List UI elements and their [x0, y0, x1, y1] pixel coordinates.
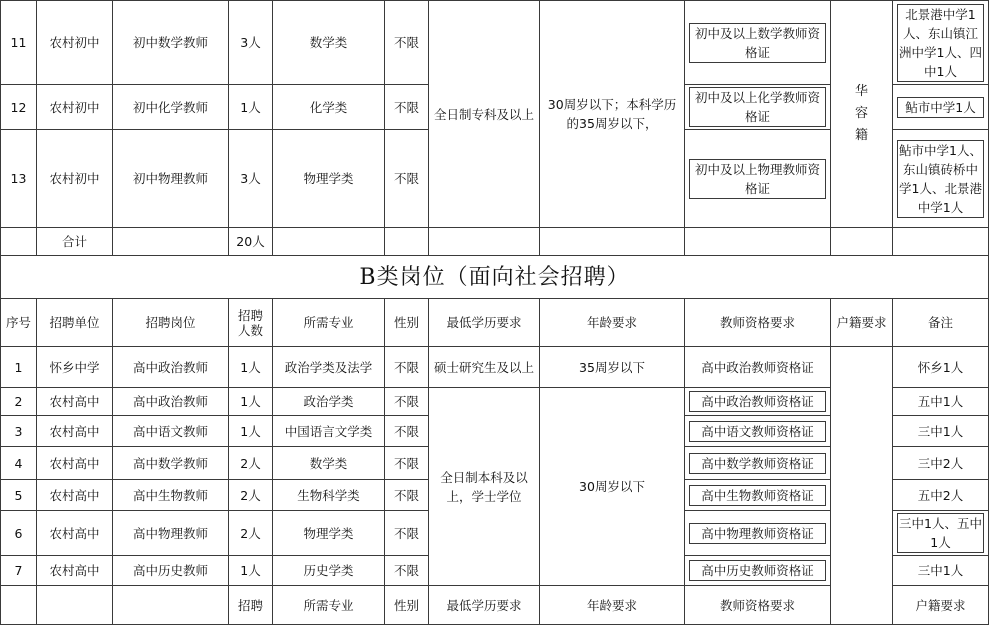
certificate-text: 初中及以上物理教师资格证	[689, 159, 826, 199]
position: 初中化学教师	[113, 85, 229, 130]
education-requirement: 硕士研究生及以上	[429, 347, 540, 388]
certificate-text: 高中政治教师资格证	[689, 391, 826, 412]
major: 物理学类	[273, 511, 385, 556]
education-requirement: 全日制专科及以上	[429, 1, 540, 228]
header-gender: 性别	[385, 299, 429, 347]
partial-header-huji: 户籍要求	[893, 586, 989, 625]
major: 数学类	[273, 1, 385, 85]
gender: 不限	[385, 556, 429, 586]
certificate-text: 高中生物教师资格证	[689, 485, 826, 506]
partial-header-count: 招聘	[229, 586, 273, 625]
certificate-requirement	[685, 556, 831, 586]
section-b-title: B类岗位（面向社会招聘）	[1, 256, 989, 299]
remark-text: 鲇市中学1人、东山镇砖桥中学1人、北景港中学1人	[897, 140, 984, 218]
remark-text: 鲇市中学1人	[897, 97, 984, 118]
certificate-text: 初中及以上数学教师资格证	[689, 23, 826, 63]
partial-header-edu: 最低学历要求	[429, 586, 540, 625]
remark-text: 北景港中学1人、东山镇江洲中学1人、四中1人	[897, 4, 984, 82]
remark: 五中1人	[893, 388, 989, 416]
gender: 不限	[385, 85, 429, 130]
certificate-requirement	[685, 480, 831, 511]
headcount: 3人	[229, 130, 273, 228]
headcount: 1人	[229, 388, 273, 416]
remark: 怀乡1人	[893, 347, 989, 388]
headcount: 2人	[229, 480, 273, 511]
remark	[893, 130, 989, 228]
major: 生物科学类	[273, 480, 385, 511]
position: 高中政治教师	[113, 347, 229, 388]
major: 政治学类及法学	[273, 347, 385, 388]
partial-header-gender: 性别	[385, 586, 429, 625]
header-post: 招聘岗位	[113, 299, 229, 347]
residence-text: 华容籍	[854, 84, 868, 143]
row-number: 2	[1, 388, 37, 416]
row-number: 12	[1, 85, 37, 130]
position: 高中数学教师	[113, 447, 229, 480]
partial-header-age: 年龄要求	[540, 586, 685, 625]
gender: 不限	[385, 511, 429, 556]
age-requirement: 35周岁以下	[540, 347, 685, 388]
position: 初中物理教师	[113, 130, 229, 228]
residence-requirement	[831, 347, 893, 625]
major: 化学类	[273, 85, 385, 130]
header-no: 序号	[1, 299, 37, 347]
row-number: 5	[1, 480, 37, 511]
certificate-requirement	[685, 447, 831, 480]
remark: 五中2人	[893, 480, 989, 511]
position: 高中生物教师	[113, 480, 229, 511]
recruiting-unit: 农村初中	[37, 130, 113, 228]
total-label: 合计	[37, 228, 113, 256]
major: 物理学类	[273, 130, 385, 228]
headcount: 1人	[229, 416, 273, 447]
gender: 不限	[385, 130, 429, 228]
gender: 不限	[385, 416, 429, 447]
remark	[893, 85, 989, 130]
recruiting-unit: 农村高中	[37, 511, 113, 556]
gender: 不限	[385, 388, 429, 416]
certificate-text: 高中语文教师资格证	[689, 421, 826, 442]
total-row	[1, 228, 989, 256]
recruiting-unit: 农村高中	[37, 556, 113, 586]
major: 政治学类	[273, 388, 385, 416]
header-unit: 招聘单位	[37, 299, 113, 347]
position: 高中语文教师	[113, 416, 229, 447]
certificate-requirement	[685, 1, 831, 85]
remark	[893, 511, 989, 556]
residence-requirement	[831, 1, 893, 228]
position: 初中数学教师	[113, 1, 229, 85]
table-row	[1, 347, 989, 388]
certificate-text: 初中及以上化学教师资格证	[689, 87, 826, 127]
section-title-row	[1, 256, 989, 299]
recruiting-unit: 农村高中	[37, 447, 113, 480]
header-remark: 备注	[893, 299, 989, 347]
header-major: 所需专业	[273, 299, 385, 347]
recruiting-unit: 农村初中	[37, 1, 113, 85]
position: 高中政治教师	[113, 388, 229, 416]
remark-text: 三中1人、五中1人	[897, 513, 984, 553]
recruiting-unit: 农村高中	[37, 480, 113, 511]
remark: 三中1人	[893, 416, 989, 447]
header-age: 年龄要求	[540, 299, 685, 347]
position: 高中历史教师	[113, 556, 229, 586]
certificate-requirement	[685, 511, 831, 556]
recruiting-unit: 农村高中	[37, 388, 113, 416]
recruiting-unit: 农村高中	[37, 416, 113, 447]
certificate-requirement	[685, 85, 831, 130]
header-cert: 教师资格要求	[685, 299, 831, 347]
remark: 三中1人	[893, 556, 989, 586]
headcount: 2人	[229, 511, 273, 556]
remark: 三中2人	[893, 447, 989, 480]
header-row	[1, 299, 989, 347]
row-number: 6	[1, 511, 37, 556]
recruiting-unit: 农村初中	[37, 85, 113, 130]
total-count: 20人	[229, 228, 273, 256]
certificate-text: 高中历史教师资格证	[689, 560, 826, 581]
headcount: 3人	[229, 1, 273, 85]
headcount: 1人	[229, 347, 273, 388]
row-number: 7	[1, 556, 37, 586]
header-huji: 户籍要求	[831, 299, 893, 347]
certificate-requirement	[685, 130, 831, 228]
headcount: 1人	[229, 556, 273, 586]
row-number: 1	[1, 347, 37, 388]
gender: 不限	[385, 1, 429, 85]
major: 历史学类	[273, 556, 385, 586]
major: 数学类	[273, 447, 385, 480]
age-requirement: 30周岁以下；本科学历的35周岁以下，	[540, 1, 685, 228]
gender: 不限	[385, 480, 429, 511]
gender: 不限	[385, 347, 429, 388]
major: 中国语言文学类	[273, 416, 385, 447]
remark	[893, 1, 989, 85]
headcount: 2人	[229, 447, 273, 480]
certificate-requirement: 高中政治教师资格证	[685, 347, 831, 388]
row-number: 4	[1, 447, 37, 480]
certificate-requirement	[685, 388, 831, 416]
table-row	[1, 1, 989, 85]
headcount: 1人	[229, 85, 273, 130]
gender: 不限	[385, 447, 429, 480]
row-number: 13	[1, 130, 37, 228]
header-count	[229, 299, 273, 347]
certificate-requirement	[685, 416, 831, 447]
certificate-text: 高中物理教师资格证	[689, 523, 826, 544]
row-number: 3	[1, 416, 37, 447]
recruiting-unit: 怀乡中学	[37, 347, 113, 388]
row-number: 11	[1, 1, 37, 85]
partial-header-cert: 教师资格要求	[685, 586, 831, 625]
certificate-text: 高中数学教师资格证	[689, 453, 826, 474]
header-edu: 最低学历要求	[429, 299, 540, 347]
education-requirement: 全日制本科及以上，学士学位	[429, 388, 540, 586]
header-count-text: 招聘人数	[237, 307, 263, 338]
partial-header-major: 所需专业	[273, 586, 385, 625]
age-requirement: 30周岁以下	[540, 388, 685, 586]
position: 高中物理教师	[113, 511, 229, 556]
